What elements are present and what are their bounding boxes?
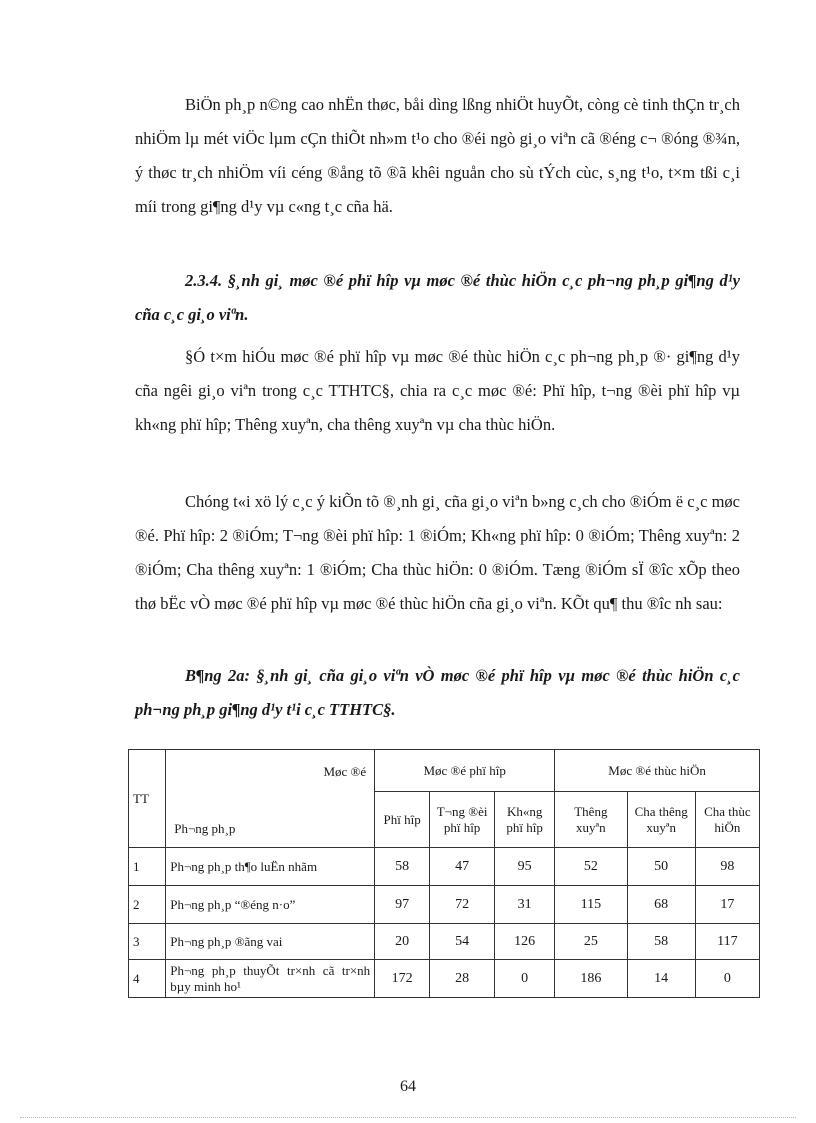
row-value: 58 bbox=[375, 848, 430, 886]
row-value: 0 bbox=[695, 960, 759, 998]
row-method: Ph¬ng ph¸p “®éng n·o” bbox=[166, 886, 375, 924]
row-value: 54 bbox=[430, 924, 495, 960]
table-row bbox=[129, 848, 760, 886]
row-value: 68 bbox=[627, 886, 695, 924]
row-tt: 2 bbox=[129, 886, 166, 924]
paragraph-scoring-text: Chóng t«i xö lý c¸c ý kiÕn tõ ®¸nh gi¸ cña gi¸o viªn b»ng c¸ch cho ®iÓm ë c¸c møc ®é. Phï hîp: 2 ®iÓm; T¬ng ®èi phï hîp: 1 ®iÓm; Kh«ng phï hîp: 0 ®iÓm; Thêng xuyªn: 2 ®iÓm; Cha thêng xuyªn: 1 ®iÓm; Cha thùc hiÖn: 0 ®iÓm. Tæng ®iÓm sÏ ®îc xÕp theo thø bËc vÒ møc ®é phï hîp vµ møc ®é thùc hiÖn cña gi¸o viªn. KÕt qu¶ thu ®îc nh sau: bbox=[135, 492, 740, 613]
table-caption-text: B¶ng 2a: §¸nh gi¸ cña gi¸o viªn vÒ møc ®é phï hîp vµ møc ®é thùc hiÖn c¸c ph¬ng ph¸p gi¶ng d¹y t¹i c¸c TTHTC§. bbox=[135, 666, 740, 719]
subheader-regularly: Thêng xuyªn bbox=[555, 792, 627, 848]
row-value: 58 bbox=[627, 924, 695, 960]
row-value: 172 bbox=[375, 960, 430, 998]
row-value: 20 bbox=[375, 924, 430, 960]
row-value: 50 bbox=[627, 848, 695, 886]
table-caption bbox=[135, 659, 740, 727]
row-value: 72 bbox=[430, 886, 495, 924]
subheader-not-implemented: Cha thùc hiÖn bbox=[695, 792, 759, 848]
method-header: Ph¬ng ph¸p bbox=[174, 821, 236, 836]
page-number: 64 bbox=[400, 1078, 416, 1095]
row-method: Ph¬ng ph¸p ®ãng vai bbox=[166, 924, 375, 960]
paragraph-method bbox=[135, 340, 740, 442]
paragraph-intro-text: BiÖn ph¸p n©ng cao nhËn thøc, båi dìng lßng nhiÖt huyÕt, còng cè tinh thÇn tr¸ch nhiÖm lµ mét viÖc lµm cÇn thiÕt nh»m t¹o cho ®éi ngò gi¸o viªn cã ®éng c¬ ®óng ®¾n, ý thøc tr¸ch nhiÖm víi céng ®ång tõ ®ã khêi nguån cho sù tÝch cùc, s¸ng t¹o, t×m tßi c¸i míi trong gi¶ng d¹y vµ c«ng t¸c cña hä. bbox=[135, 95, 740, 216]
row-value: 28 bbox=[430, 960, 495, 998]
footer-divider bbox=[20, 1117, 796, 1118]
row-value: 14 bbox=[627, 960, 695, 998]
table-header-row-1 bbox=[129, 750, 760, 792]
row-value: 52 bbox=[555, 848, 627, 886]
paragraph-method-text: §Ó t×m hiÓu møc ®é phï hîp vµ møc ®é thùc hiÖn c¸c ph¬ng ph¸p ®· gi¶ng d¹y cña ngêi gi¸o viªn trong c¸c TTHTC§, chia ra c¸c møc ®é: Phï hîp, t¬ng ®èi phï hîp vµ kh«ng phï hîp; Thêng xuyªn, cha thêng xuyªn vµ cha thùc hiÖn. bbox=[135, 347, 740, 434]
table-row bbox=[129, 960, 760, 998]
paragraph-scoring bbox=[135, 485, 740, 621]
row-method: Ph¬ng ph¸p thuyÕt tr×nh cã tr×nh bµy minh ho¹ bbox=[166, 960, 375, 998]
row-value: 0 bbox=[495, 960, 555, 998]
section-heading bbox=[135, 264, 740, 332]
subheader-not-suitable: Kh«ng phï hîp bbox=[495, 792, 555, 848]
table-row bbox=[129, 924, 760, 960]
subheader-not-regularly: Cha thêng xuyªn bbox=[627, 792, 695, 848]
subheader-fairly-suitable: T¬ng ®èi phï hîp bbox=[430, 792, 495, 848]
row-tt: 4 bbox=[129, 960, 166, 998]
row-value: 25 bbox=[555, 924, 627, 960]
row-value: 117 bbox=[695, 924, 759, 960]
implementation-group-header: Møc ®é thùc hiÖn bbox=[555, 750, 760, 792]
row-value: 126 bbox=[495, 924, 555, 960]
table-row bbox=[129, 886, 760, 924]
row-tt: 1 bbox=[129, 848, 166, 886]
row-value: 95 bbox=[495, 848, 555, 886]
diagonal-header-cell bbox=[166, 750, 375, 848]
tt-header: TT bbox=[129, 750, 166, 848]
suitability-group-header: Møc ®é phï hîp bbox=[375, 750, 555, 792]
row-value: 47 bbox=[430, 848, 495, 886]
row-value: 98 bbox=[695, 848, 759, 886]
level-header: Møc ®é bbox=[323, 764, 367, 779]
paragraph-intro bbox=[135, 88, 740, 224]
section-heading-text: 2.3.4. §¸nh gi¸ møc ®é phï hîp vµ møc ®é thùc hiÖn c¸c ph¬ng ph¸p gi¶ng d¹y cña c¸c gi¸o viªn. bbox=[135, 271, 740, 324]
row-method: Ph¬ng ph¸p th¶o luËn nhãm bbox=[166, 848, 375, 886]
row-value: 17 bbox=[695, 886, 759, 924]
row-tt: 3 bbox=[129, 924, 166, 960]
row-value: 115 bbox=[555, 886, 627, 924]
subheader-suitable: Phï hîp bbox=[375, 792, 430, 848]
row-value: 31 bbox=[495, 886, 555, 924]
row-value: 186 bbox=[555, 960, 627, 998]
evaluation-table bbox=[128, 749, 760, 998]
row-value: 97 bbox=[375, 886, 430, 924]
